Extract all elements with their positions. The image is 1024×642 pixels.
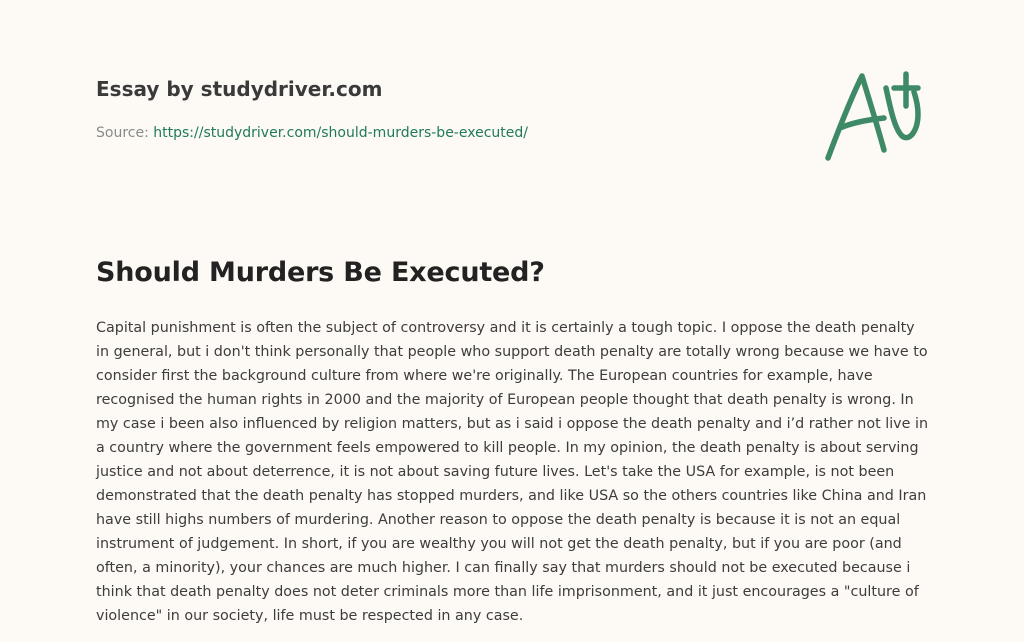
source-link[interactable]: https://studydriver.com/should-murders-be-executed/ [153, 125, 528, 141]
essay-title: Should Murders Be Executed? [96, 257, 545, 288]
source-line [96, 123, 796, 143]
source-label: Source: [96, 125, 149, 141]
a-plus-icon [818, 66, 930, 166]
brand-title: Essay by studydriver.com [96, 77, 383, 101]
essay-header [96, 75, 796, 143]
essay-body: Capital punishment is often the subject of controversy and it is certainly a tough topic. I oppose the death penalty in general, but i don't think personally that people who support death penalty are totally wrong because we have to consider first the background culture from where we're originally. The European countries for example, have recognised the human rights in 2000 and the majority of European people thought that death penalty is wrong. In my case i been also influenced by religion matters, but as i said i oppose the death penalty and i’d rather not live in a country where the government feels empowered to kill people. In my opinion, the death penalty is about serving justice and not about deterrence, it is not about saving future lives. Let's take the USA for example, is not been demonstrated that the death penalty has stopped murders, and like USA so the others countries like China and Iran have still highs numbers of murdering. Another reason to oppose the death penalty is because it is not an equal instrument of judgement. In short, if you are wealthy you will not get the death penalty, but if you are poor (and often, a minority), your chances are much higher. I can finally say that murders should not be executed because i think that death penalty does not deter criminals more than life imprisonment, and it just encourages a "culture of violence" in our society, life must be respected in any case. [96, 320, 929, 624]
